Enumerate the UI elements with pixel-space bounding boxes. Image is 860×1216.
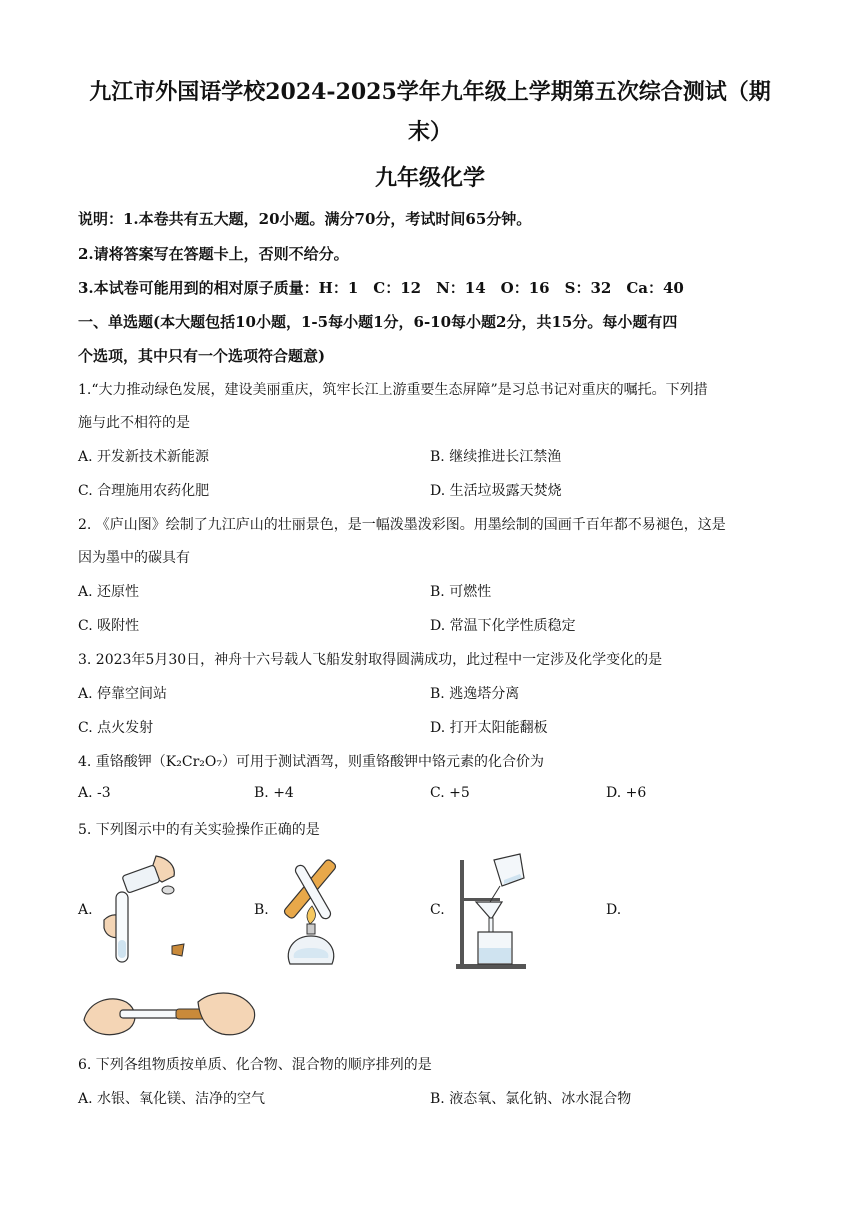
q2-stem-line2: 因为墨中的碳具有	[78, 550, 190, 566]
instruction-3: 3.本试卷可能用到的相对原子质量：H：1 C：12 N：14 O：16 S：32 Ca：40	[78, 279, 684, 297]
q4-option-a: A. -3	[78, 785, 111, 801]
q6-stem: 6. 下列各组物质按单质、化合物、混合物的顺序排列的是	[78, 1057, 432, 1073]
q1-option-d: D. 生活垃圾露天焚烧	[430, 483, 562, 499]
instruction-1: 说明：1.本卷共有五大题，20小题。满分70分，考试时间65分钟。	[78, 210, 532, 228]
q3-option-d: D. 打开太阳能翻板	[430, 720, 548, 736]
q5-option-c: C.	[430, 902, 445, 918]
q2-option-c: C. 吸附性	[78, 618, 140, 634]
q5-option-a: A.	[78, 902, 93, 918]
q1-stem-line1: 1.“大力推动绿色发展，建设美丽重庆，筑牢长江上游重要生态屏障”是习总书记对重庆的嘱托。下列措	[78, 382, 708, 398]
figure-pouring-liquid	[98, 852, 194, 968]
q2-stem-line1: 2. 《庐山图》绘制了九江庐山的壮丽景色，是一幅泼墨泼彩图。用墨绘制的国画千百年都不易褪色，这是	[78, 517, 726, 533]
q1-option-c: C. 合理施用农药化肥	[78, 483, 210, 499]
q6-option-b: B. 液态氧、氯化钠、冰水混合物	[430, 1091, 632, 1107]
exam-title-line2: 末）	[407, 119, 452, 145]
q3-stem: 3. 2023年5月30日，神舟十六号载人飞船发射取得圆满成功，此过程中一定涉及化学变化的是	[78, 652, 663, 668]
q5-option-b: B.	[254, 902, 269, 918]
exam-subtitle: 九年级化学	[374, 165, 485, 191]
q2-option-b: B. 可燃性	[430, 584, 492, 600]
q6-option-a: A. 水银、氧化镁、洁净的空气	[78, 1091, 266, 1107]
q5-stem: 5. 下列图示中的有关实验操作正确的是	[78, 822, 320, 838]
q1-option-a: A. 开发新技术新能源	[78, 449, 210, 465]
q2-option-d: D. 常温下化学性质稳定	[430, 618, 576, 634]
section1-heading-line2: 个选项，其中只有一个选项符合题意)	[78, 347, 326, 365]
instruction-2: 2.请将答案写在答题卡上，否则不给分。	[78, 245, 349, 263]
figure-heating-test-tube	[274, 852, 366, 968]
q4-option-b: B. +4	[254, 785, 294, 801]
q2-option-a: A. 还原性	[78, 584, 140, 600]
q4-option-c: C. +5	[430, 785, 470, 801]
exam-title-line1: 九江市外国语学校2024-2025学年九年级上学期第五次综合测试（期	[89, 79, 771, 105]
q1-option-b: B. 继续推进长江禁渔	[430, 449, 562, 465]
q3-option-c: C. 点火发射	[78, 720, 154, 736]
figure-filtration	[450, 852, 534, 970]
figure-connecting-tubes	[80, 980, 260, 1044]
section1-heading-line1: 一、单选题(本大题包括10小题，1-5每小题1分，6-10每小题2分，共15分。每小题有四	[78, 313, 678, 331]
q5-option-d: D.	[606, 902, 622, 918]
q1-stem-line2: 施与此不相符的是	[78, 415, 190, 431]
q3-option-b: B. 逃逸塔分离	[430, 686, 520, 702]
q4-stem: 4. 重铬酸钾（K₂Cr₂O₇）可用于测试酒驾，则重铬酸钾中铬元素的化合价为	[78, 754, 544, 770]
q3-option-a: A. 停靠空间站	[78, 686, 168, 702]
q4-option-d: D. +6	[606, 785, 647, 801]
